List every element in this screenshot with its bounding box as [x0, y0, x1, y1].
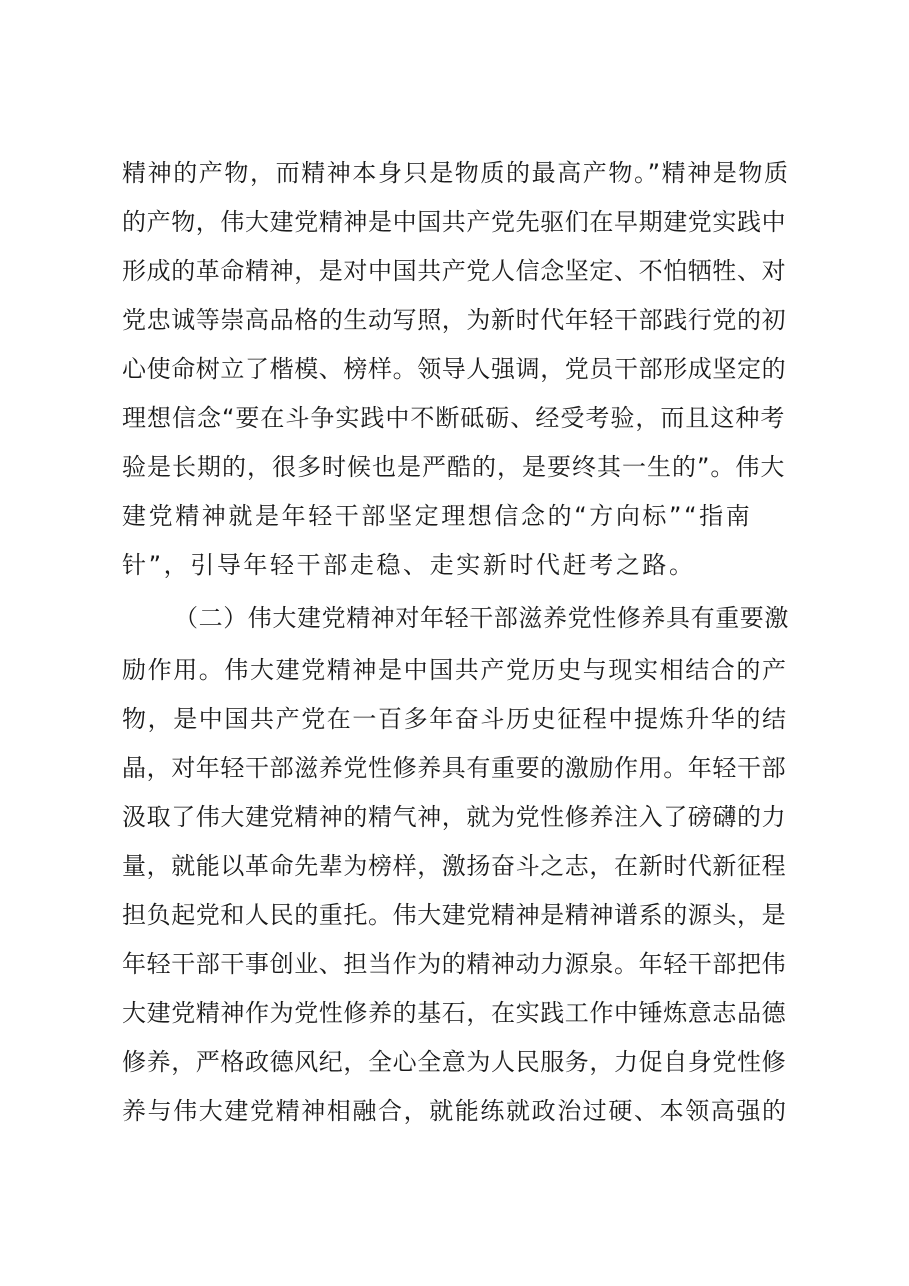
text-line: 精神的产物，而精神本身只是物质的最高产物。”精神是物质 [122, 159, 790, 187]
text-line: 晶，对年轻干部滋养党性修养具有重要的激励作用。年轻干部 [122, 754, 787, 782]
text-line: 担负起党和人民的重托。伟大建党精神是精神谱系的源头，是 [122, 901, 787, 929]
text-line: 养与伟大建党精神相融合，就能练就政治过硬、本领高强的 [122, 1097, 788, 1125]
text-line: 的产物，伟大建党精神是中国共产党先驱们在早期建党实践中 [122, 208, 787, 236]
text-line: 物，是中国共产党在一百多年奋斗历史征程中提炼升华的结 [122, 705, 788, 733]
text-line: 建党精神就是年轻干部坚定理想信念的“方向标”“指南 [122, 502, 753, 530]
text-line: 针”，引导年轻干部走稳、走实新时代赶考之路。 [122, 551, 696, 579]
text-line: 年轻干部干事创业、担当作为的精神动力源泉。年轻干部把伟 [122, 950, 787, 978]
text-line: 汲取了伟大建党精神的精气神，就为党性修养注入了磅礴的力 [122, 803, 787, 831]
text-line: 心使命树立了楷模、榜样。领导人强调，党员干部形成坚定的 [122, 355, 787, 383]
paragraph-heading-line: （二）伟大建党精神对年轻干部滋养党性修养具有重要激 [174, 604, 789, 632]
text-line: 理想信念“要在斗争实践中不断砥砺、经受考验，而且这种考 [122, 404, 786, 432]
text-line: 大建党精神作为党性修养的基石，在实践工作中锤炼意志品德 [122, 999, 787, 1027]
text-line: 党忠诚等崇高品格的生动写照，为新时代年轻干部践行党的初 [122, 306, 787, 334]
text-line: 量，就能以革命先辈为榜样，激扬奋斗之志，在新时代新征程 [122, 852, 787, 880]
text-line: 验是长期的，很多时候也是严酷的，是要终其一生的”。伟大 [122, 453, 786, 481]
text-line: 形成的革命精神，是对中国共产党人信念坚定、不怕牺牲、对 [122, 257, 787, 285]
text-line: 修养，严格政德风纪，全心全意为人民服务，力促自身党性修 [122, 1048, 787, 1076]
text-line: 励作用。伟大建党精神是中国共产党历史与现实相结合的产 [122, 656, 788, 684]
